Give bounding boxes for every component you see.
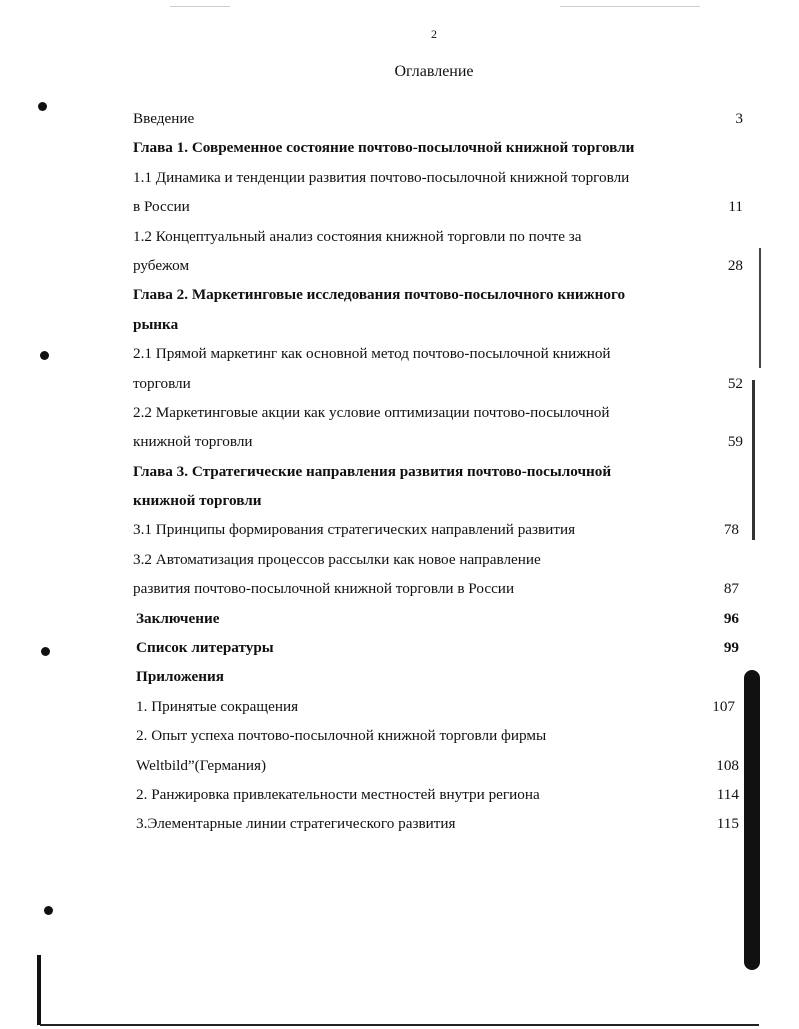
toc-line xyxy=(133,721,743,750)
toc-page: 3 xyxy=(735,110,743,127)
toc-page: 52 xyxy=(727,374,743,392)
scan-bottom-rule xyxy=(40,1024,759,1026)
toc-text: 2.2 Маркетинговые акции как условие оптимизации почтово-посылочной xyxy=(133,403,610,421)
toc-page: 115 xyxy=(716,815,739,833)
toc-line xyxy=(133,486,743,515)
toc-text: рубежом xyxy=(133,256,190,274)
toc-text: Введение xyxy=(133,110,195,127)
scan-top-rule-left xyxy=(170,6,230,7)
scan-right-edge-mark-1 xyxy=(759,248,761,368)
toc-text: развития почтово-посылочной книжной торговли в России xyxy=(133,580,515,598)
toc-text: 3.1 Принципы формирования стратегических направлений развития xyxy=(133,521,576,539)
scan-right-edge-mark-3 xyxy=(744,670,760,970)
toc-line xyxy=(133,104,743,133)
toc-text: Глава 2. Маркетинговые исследования почтово-посылочного книжного xyxy=(133,286,626,304)
toc-page: 99 xyxy=(723,639,739,657)
toc-line xyxy=(133,133,743,162)
toc-text: книжной торговли xyxy=(133,433,253,451)
toc-page: 107 xyxy=(712,697,735,715)
toc-page: 114 xyxy=(716,785,739,803)
toc-page: 108 xyxy=(716,756,739,774)
toc-line xyxy=(133,369,743,398)
toc-text: Приложения xyxy=(136,668,225,686)
toc-line xyxy=(133,192,743,221)
toc-line xyxy=(133,398,743,427)
toc-line xyxy=(133,633,743,662)
toc-text: 1.2 Концептуальный анализ состояния книжной торговли по почте за xyxy=(133,227,582,245)
toc-line xyxy=(133,515,743,544)
toc-text: Weltbild”(Германия) xyxy=(136,756,266,774)
toc-line xyxy=(133,280,743,309)
toc-page: 28 xyxy=(727,256,743,274)
toc-text: в России xyxy=(133,198,190,216)
toc-text: 2.1 Прямой маркетинг как основной метод почтово-посылочной книжной xyxy=(133,345,611,363)
toc-line xyxy=(133,692,743,721)
toc-page: 87 xyxy=(723,580,739,598)
toc-text: Список литературы xyxy=(136,639,274,657)
toc-text: Глава 3. Стратегические направления развития почтово-посылочной xyxy=(133,462,612,480)
toc-line xyxy=(133,780,743,809)
toc-line xyxy=(133,163,743,192)
toc-line xyxy=(133,604,743,633)
table-of-contents xyxy=(133,104,743,839)
toc-text: 1. Принятые сокращения xyxy=(136,697,299,715)
toc-page: 78 xyxy=(723,521,739,539)
page-number: 2 xyxy=(431,27,437,41)
toc-page: 96 xyxy=(723,609,739,627)
toc-text: Глава 1. Современное состояние почтово-посылочной книжной торговли xyxy=(133,139,635,157)
scan-left-edge-mark xyxy=(37,955,41,1025)
toc-text: Заключение xyxy=(136,609,220,627)
toc-line xyxy=(133,427,743,456)
scan-right-edge-mark-2 xyxy=(752,380,755,540)
toc-text: 3.Элементарные линии стратегического развития xyxy=(136,815,456,833)
toc-line xyxy=(133,662,743,691)
toc-text: рынка xyxy=(133,315,179,333)
punch-hole-3 xyxy=(41,647,50,656)
toc-line xyxy=(133,545,743,574)
toc-page: 59 xyxy=(727,433,743,451)
toc-line xyxy=(133,574,743,603)
toc-text: 1.1 Динамика и тенденции развития почтово-посылочной книжной торговли xyxy=(133,168,630,186)
toc-line xyxy=(133,751,743,780)
toc-line xyxy=(133,809,743,838)
toc-text: торговли xyxy=(133,374,191,392)
page-title: Оглавление xyxy=(394,63,474,80)
toc-line xyxy=(133,310,743,339)
scan-top-rule-right xyxy=(560,6,700,7)
toc-text: 2. Ранжировка привлекательности местностей внутри региона xyxy=(136,785,540,803)
toc-page: 11 xyxy=(728,198,743,216)
toc-text: 3.2 Автоматизация процессов рассылки как новое направление xyxy=(133,550,541,568)
toc-text: книжной торговли xyxy=(133,492,262,510)
punch-hole-4 xyxy=(44,906,53,915)
toc-line xyxy=(133,339,743,368)
punch-hole-1 xyxy=(38,102,47,111)
toc-line xyxy=(133,251,743,280)
toc-line xyxy=(133,222,743,251)
toc-text: 2. Опыт успеха почтово-посылочной книжной торговли фирмы xyxy=(136,727,547,745)
toc-line xyxy=(133,457,743,486)
punch-hole-2 xyxy=(40,351,49,360)
